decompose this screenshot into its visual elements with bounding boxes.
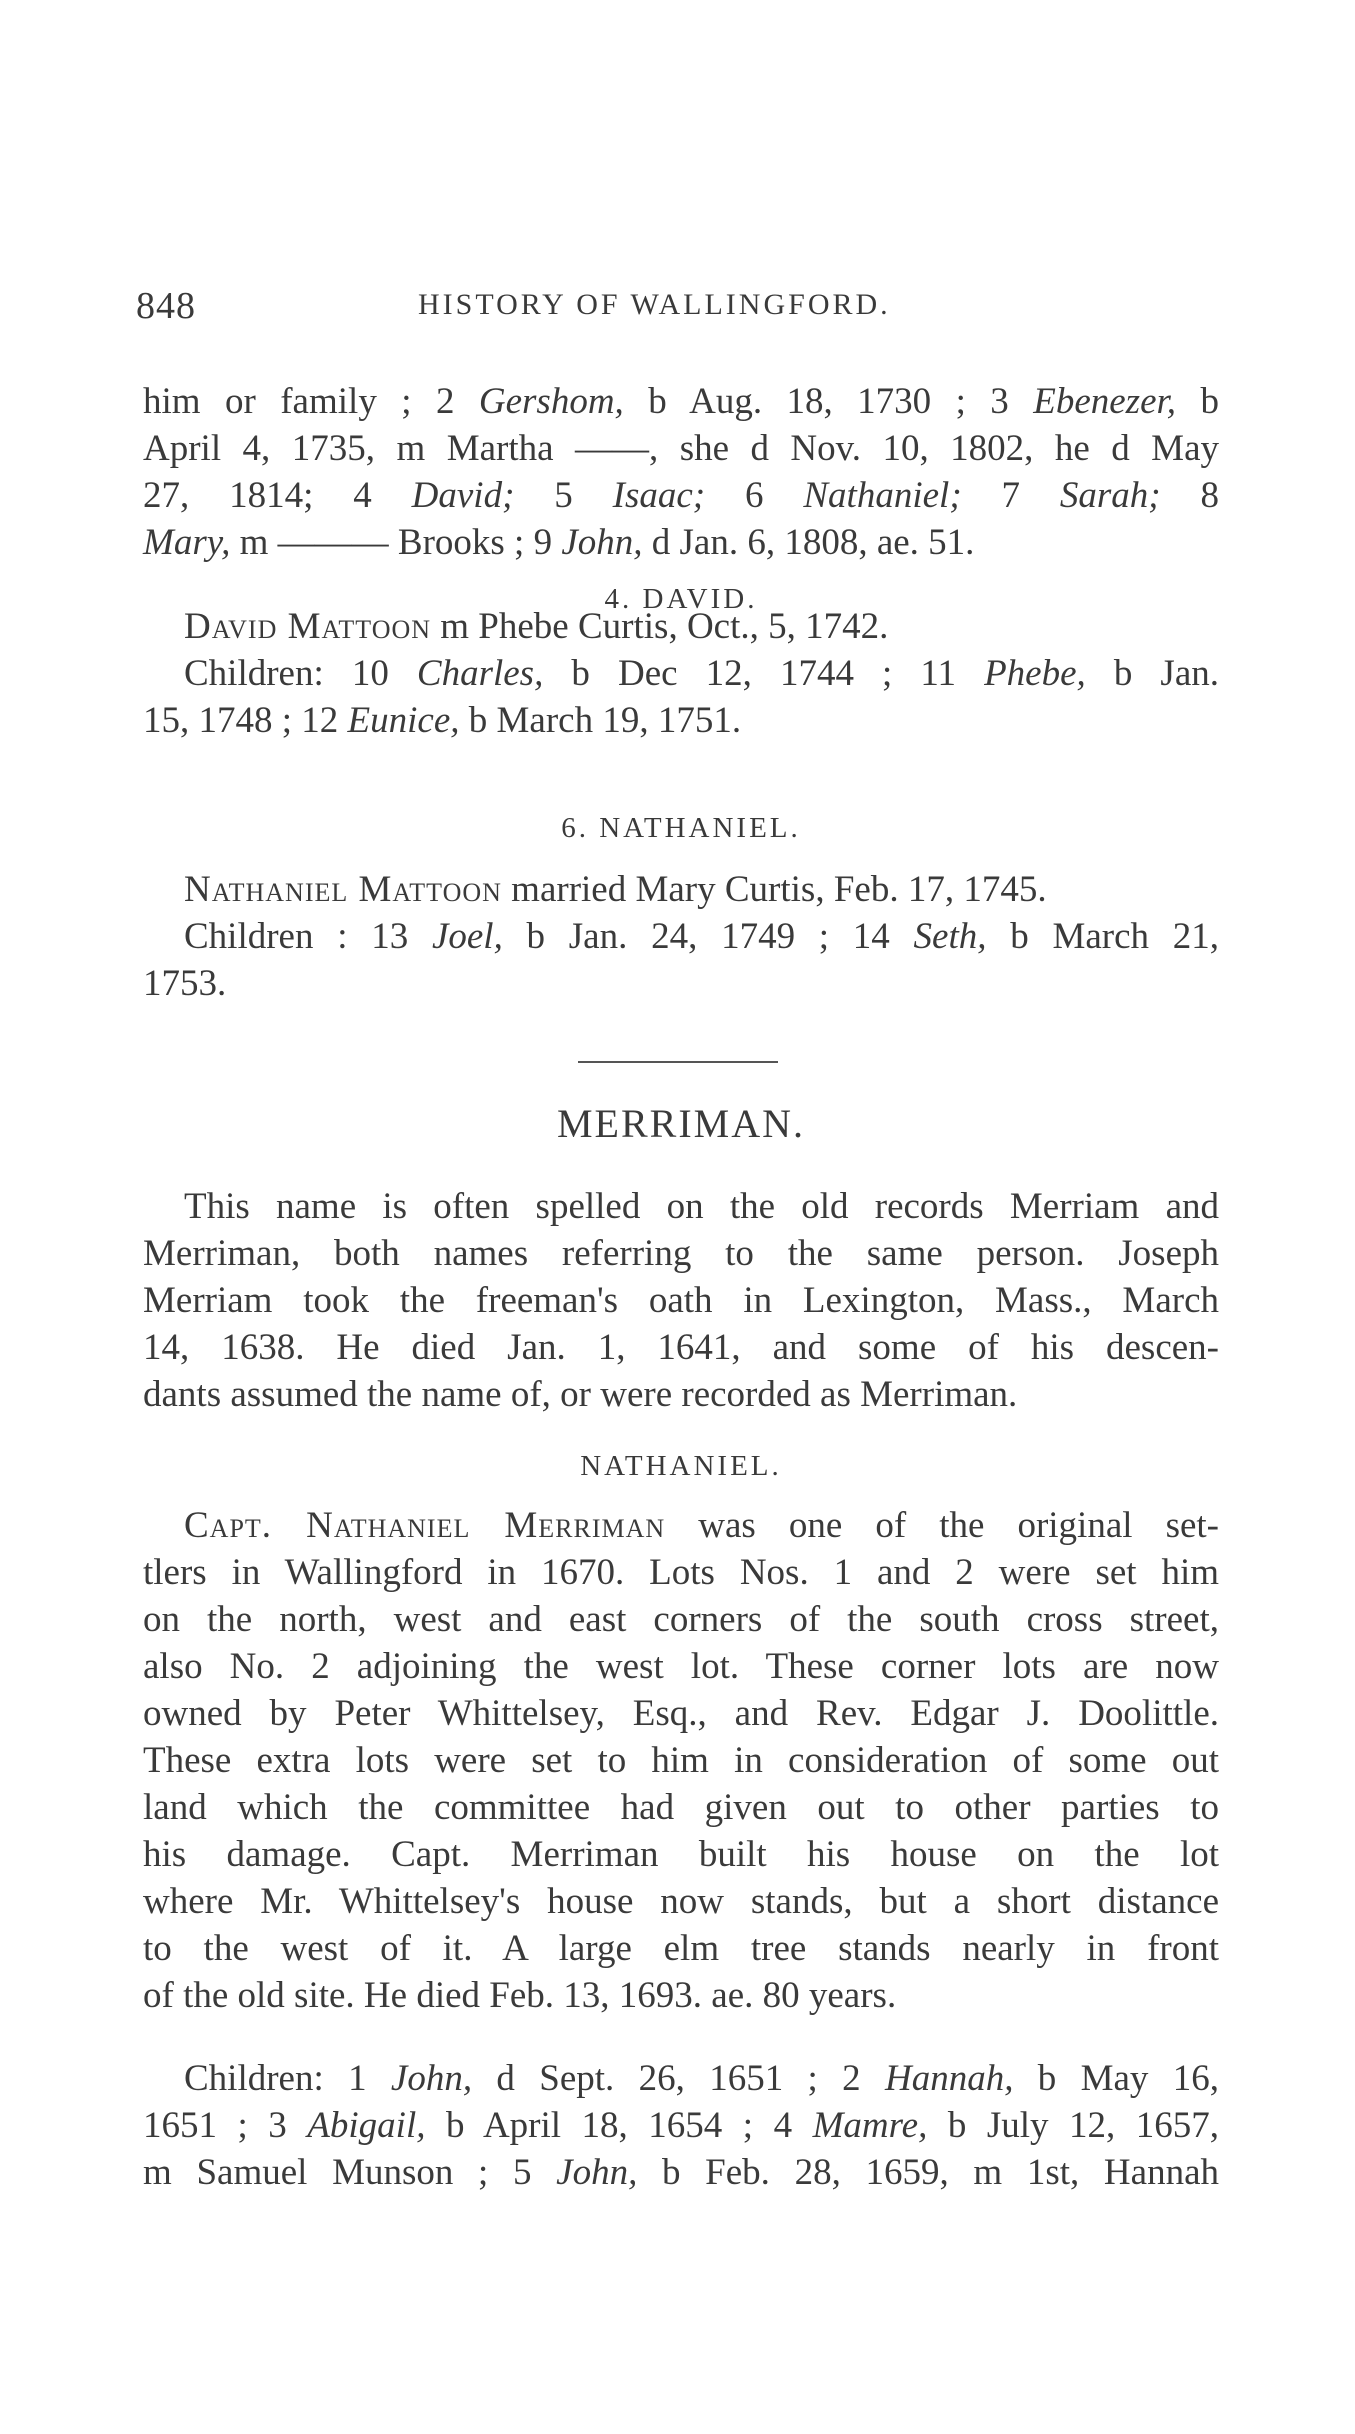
- section-heading-merriman-nathaniel: NATHANIEL.: [580, 1450, 782, 1482]
- text-line: m Samuel Munson ; 5 John, b Feb. 28, 1659, m 1st, Hannah: [143, 2152, 1219, 2193]
- text-line: his damage. Capt. Merriman built his house on the lot: [143, 1834, 1219, 1875]
- text-line: Children: 10 Charles, b Dec 12, 1744 ; 11 Phebe, b Jan.: [184, 653, 1219, 694]
- text-line: Capt. Nathaniel Merriman was one of the original set-: [184, 1505, 1220, 1546]
- section-heading-nathaniel: 6. NATHANIEL.: [561, 812, 801, 844]
- text-line: 15, 1748 ; 12 Eunice, b March 19, 1751.: [143, 700, 742, 741]
- page-header: [136, 284, 1222, 344]
- text-line: These extra lots were set to him in consideration of some out: [143, 1740, 1219, 1781]
- text-line: land which the committee had given out to other parties to: [143, 1787, 1219, 1828]
- text-line: owned by Peter Whittelsey, Esq., and Rev. Edgar J. Doolittle.: [143, 1693, 1219, 1734]
- text-line: This name is often spelled on the old records Merriam and: [184, 1186, 1219, 1227]
- text-line: dants assumed the name of, or were recorded as Merriman.: [143, 1374, 1018, 1415]
- text-line: to the west of it. A large elm tree stands nearly in front: [143, 1928, 1219, 1969]
- text-line: Mary, m ——— Brooks ; 9 John, d Jan. 6, 1808, ae. 51.: [143, 522, 975, 563]
- text-line: where Mr. Whittelsey's house now stands, but a short distance: [143, 1881, 1219, 1922]
- text-line: David Mattoon m Phebe Curtis, Oct., 5, 1742.: [184, 606, 889, 647]
- text-line: on the north, west and east corners of the south cross street,: [143, 1599, 1219, 1640]
- text-line: 1753.: [143, 963, 227, 1004]
- text-line: Nathaniel Mattoon married Mary Curtis, Feb. 17, 1745.: [184, 869, 1047, 910]
- text-line: April 4, 1735, m Martha ——, she d Nov. 10, 1802, he d May: [143, 428, 1219, 469]
- text-line: Merriman, both names referring to the same person. Joseph: [143, 1233, 1219, 1274]
- text-line: Children: 1 John, d Sept. 26, 1651 ; 2 Hannah, b May 16,: [184, 2058, 1220, 2099]
- text-line: him or family ; 2 Gershom, b Aug. 18, 1730 ; 3 Ebenezer, b: [143, 381, 1219, 422]
- text-line: tlers in Wallingford in 1670. Lots Nos. 1 and 2 were set him: [143, 1552, 1219, 1593]
- text-line: also No. 2 adjoining the west lot. These corner lots are now: [143, 1646, 1219, 1687]
- section-title-merriman: MERRIMAN.: [556, 1101, 806, 1146]
- text-line: of the old site. He died Feb. 13, 1693. ae. 80 years.: [143, 1975, 897, 2016]
- text-line: Merriam took the freeman's oath in Lexington, Mass., March: [143, 1280, 1219, 1321]
- text-line: Children : 13 Joel, b Jan. 24, 1749 ; 14 Seth, b March 21,: [184, 916, 1219, 957]
- text-line: 1651 ; 3 Abigail, b April 18, 1654 ; 4 Mamre, b July 12, 1657,: [143, 2105, 1220, 2146]
- page-number: 848: [136, 285, 196, 327]
- section-divider: [578, 1061, 778, 1063]
- text-line: 14, 1638. He died Jan. 1, 1641, and some of his descen-: [143, 1327, 1219, 1368]
- section-heading-david: 4. DAVID.: [604, 583, 758, 615]
- text-line: 27, 1814; 4 David; 5 Isaac; 6 Nathaniel; 7 Sarah; 8: [143, 475, 1219, 516]
- running-title: HISTORY OF WALLINGFORD.: [418, 288, 891, 321]
